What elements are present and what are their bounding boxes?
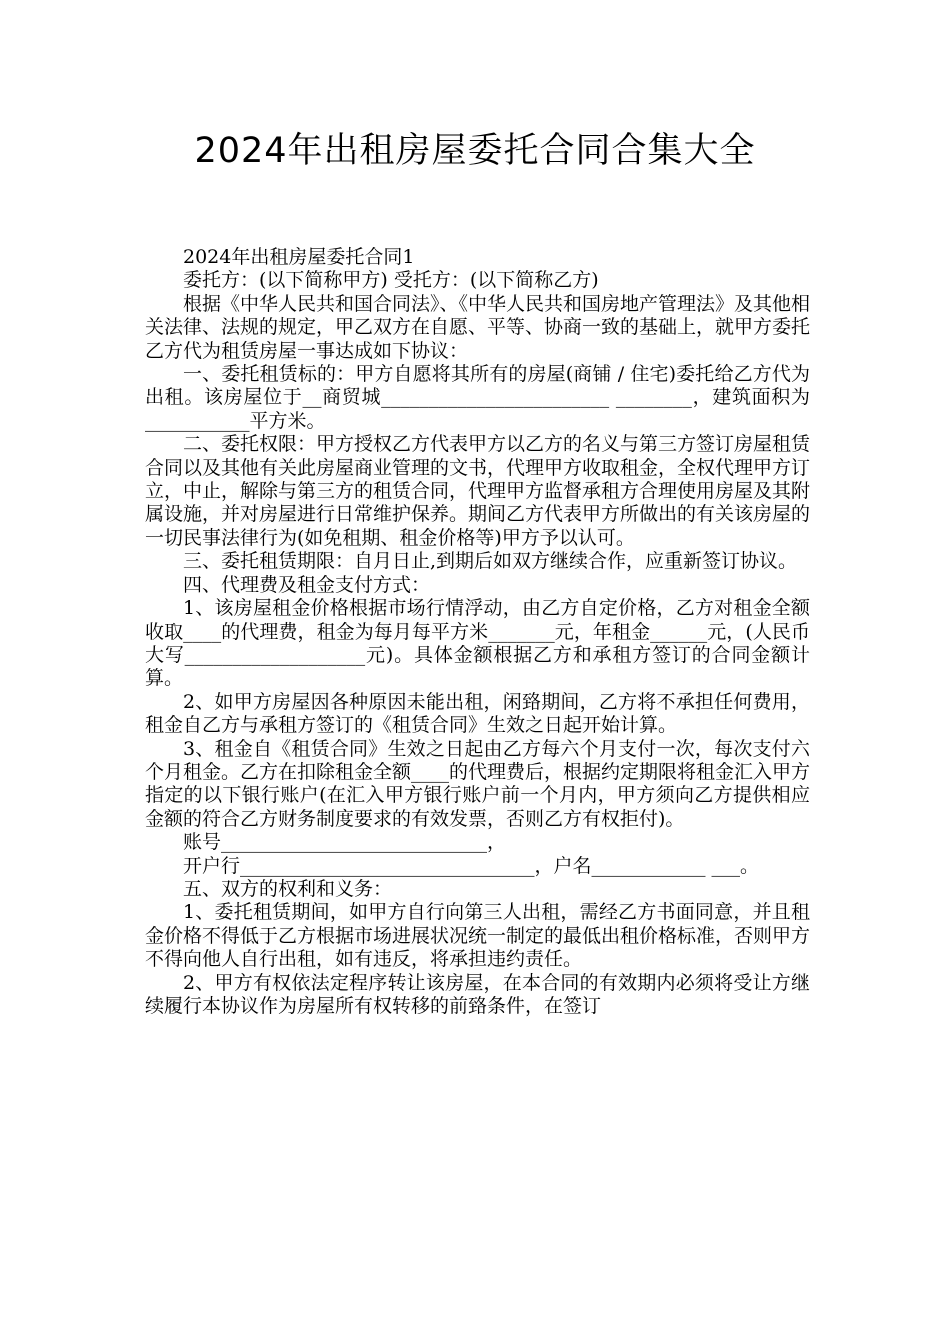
document-title: 2024年出租房屋委托合同合集大全 — [194, 131, 756, 171]
paragraph-clause-4-2: 2、如甲方房屋因各种原因未能出租，闲臵期间，乙方将不承担任何费用，租金自乙方与承租方签订的《租赁合同》生效之日起开始计算。 — [145, 690, 810, 737]
document-body — [145, 246, 810, 1018]
paragraph-clause-2: 二、委托权限：甲方授权乙方代表甲方以乙方的名义与第三方签订房屋租赁合同以及其他有关此房屋商业管理的文书，代理甲方收取租金，全权代理甲方订立，中止，解除与第三方的租赁合同，代理甲方监督承租方合理使用房屋及其附属设施，并对房屋进行日常维护保养。期间乙方代表甲方所做出的有关该房屋的一切民事法律行为(如免租期、租金价格等)甲方予以认可。 — [145, 433, 811, 549]
paragraph-clause-3: 三、委托租赁期限：自月日止,到期后如双方继续合作，应重新签订协议。 — [183, 550, 798, 573]
paragraph-clause-4-heading: 四、代理费及租金支付方式： — [183, 573, 431, 596]
bank-account-line: 开户行_______________________________，户名____________ ___。 — [183, 854, 760, 877]
account-number-line: 账号____________________________， — [183, 831, 507, 854]
parties-line: 委托方：(以下简称甲方) 受托方：(以下简称乙方) — [183, 269, 599, 292]
paragraph-clause-1: 一、委托租赁标的：甲方自愿将其所有的房屋(商铺 / 住宅)委托给乙方代为出租。该房屋位于__商贸城________________________ ________，建筑面积为___________平方米。 — [145, 363, 810, 432]
paragraph-clause-4-1: 1、该房屋租金价格根据市场行情浮动，由乙方自定价格，乙方对租金全额收取____的代理费，租金为每月每平方米_______元，年租金______元，(人民币大写___________________元)。具体金额根据乙方和承租方签订的合同金额计算。 — [145, 597, 810, 690]
paragraph-clause-5-2: 2、甲方有权依法定程序转让该房屋，在本合同的有效期内必须将受让方继续履行本协议作为房屋所有权转移的前臵条件，在签订 — [145, 971, 810, 1017]
paragraph-clause-4-3: 3、租金自《租赁合同》生效之日起由乙方每六个月支付一次，每次支付六个月租金。乙方在扣除租金全额____的代理费后，根据约定期限将租金汇入甲方指定的以下银行账户(在汇入甲方银行账户前一个月内，甲方须向乙方提供相应金额的符合乙方财务制度要求的有效发票，否则乙方有权拒付)。 — [145, 737, 811, 830]
paragraph-preamble: 根据《中华人民共和国合同法》、《中华人民共和国房地产管理法》及其他相关法律、法规的规定，甲乙双方在自愿、平等、协商一致的基础上，就甲方委托乙方代为租赁房屋一事达成如下协议： — [145, 292, 811, 362]
section-heading: 2024年出租房屋委托合同1 — [183, 246, 415, 268]
paragraph-clause-5-heading: 五、双方的权利和义务： — [183, 877, 393, 900]
paragraph-clause-5-1: 1、委托租赁期间，如甲方自行向第三人出租，需经乙方书面同意，并且租金价格不得低于乙方根据市场进展状况统一制定的最低出租价格标准，否则甲方不得向他人自行出租，如有违反，将承担违约责任。 — [145, 901, 811, 971]
